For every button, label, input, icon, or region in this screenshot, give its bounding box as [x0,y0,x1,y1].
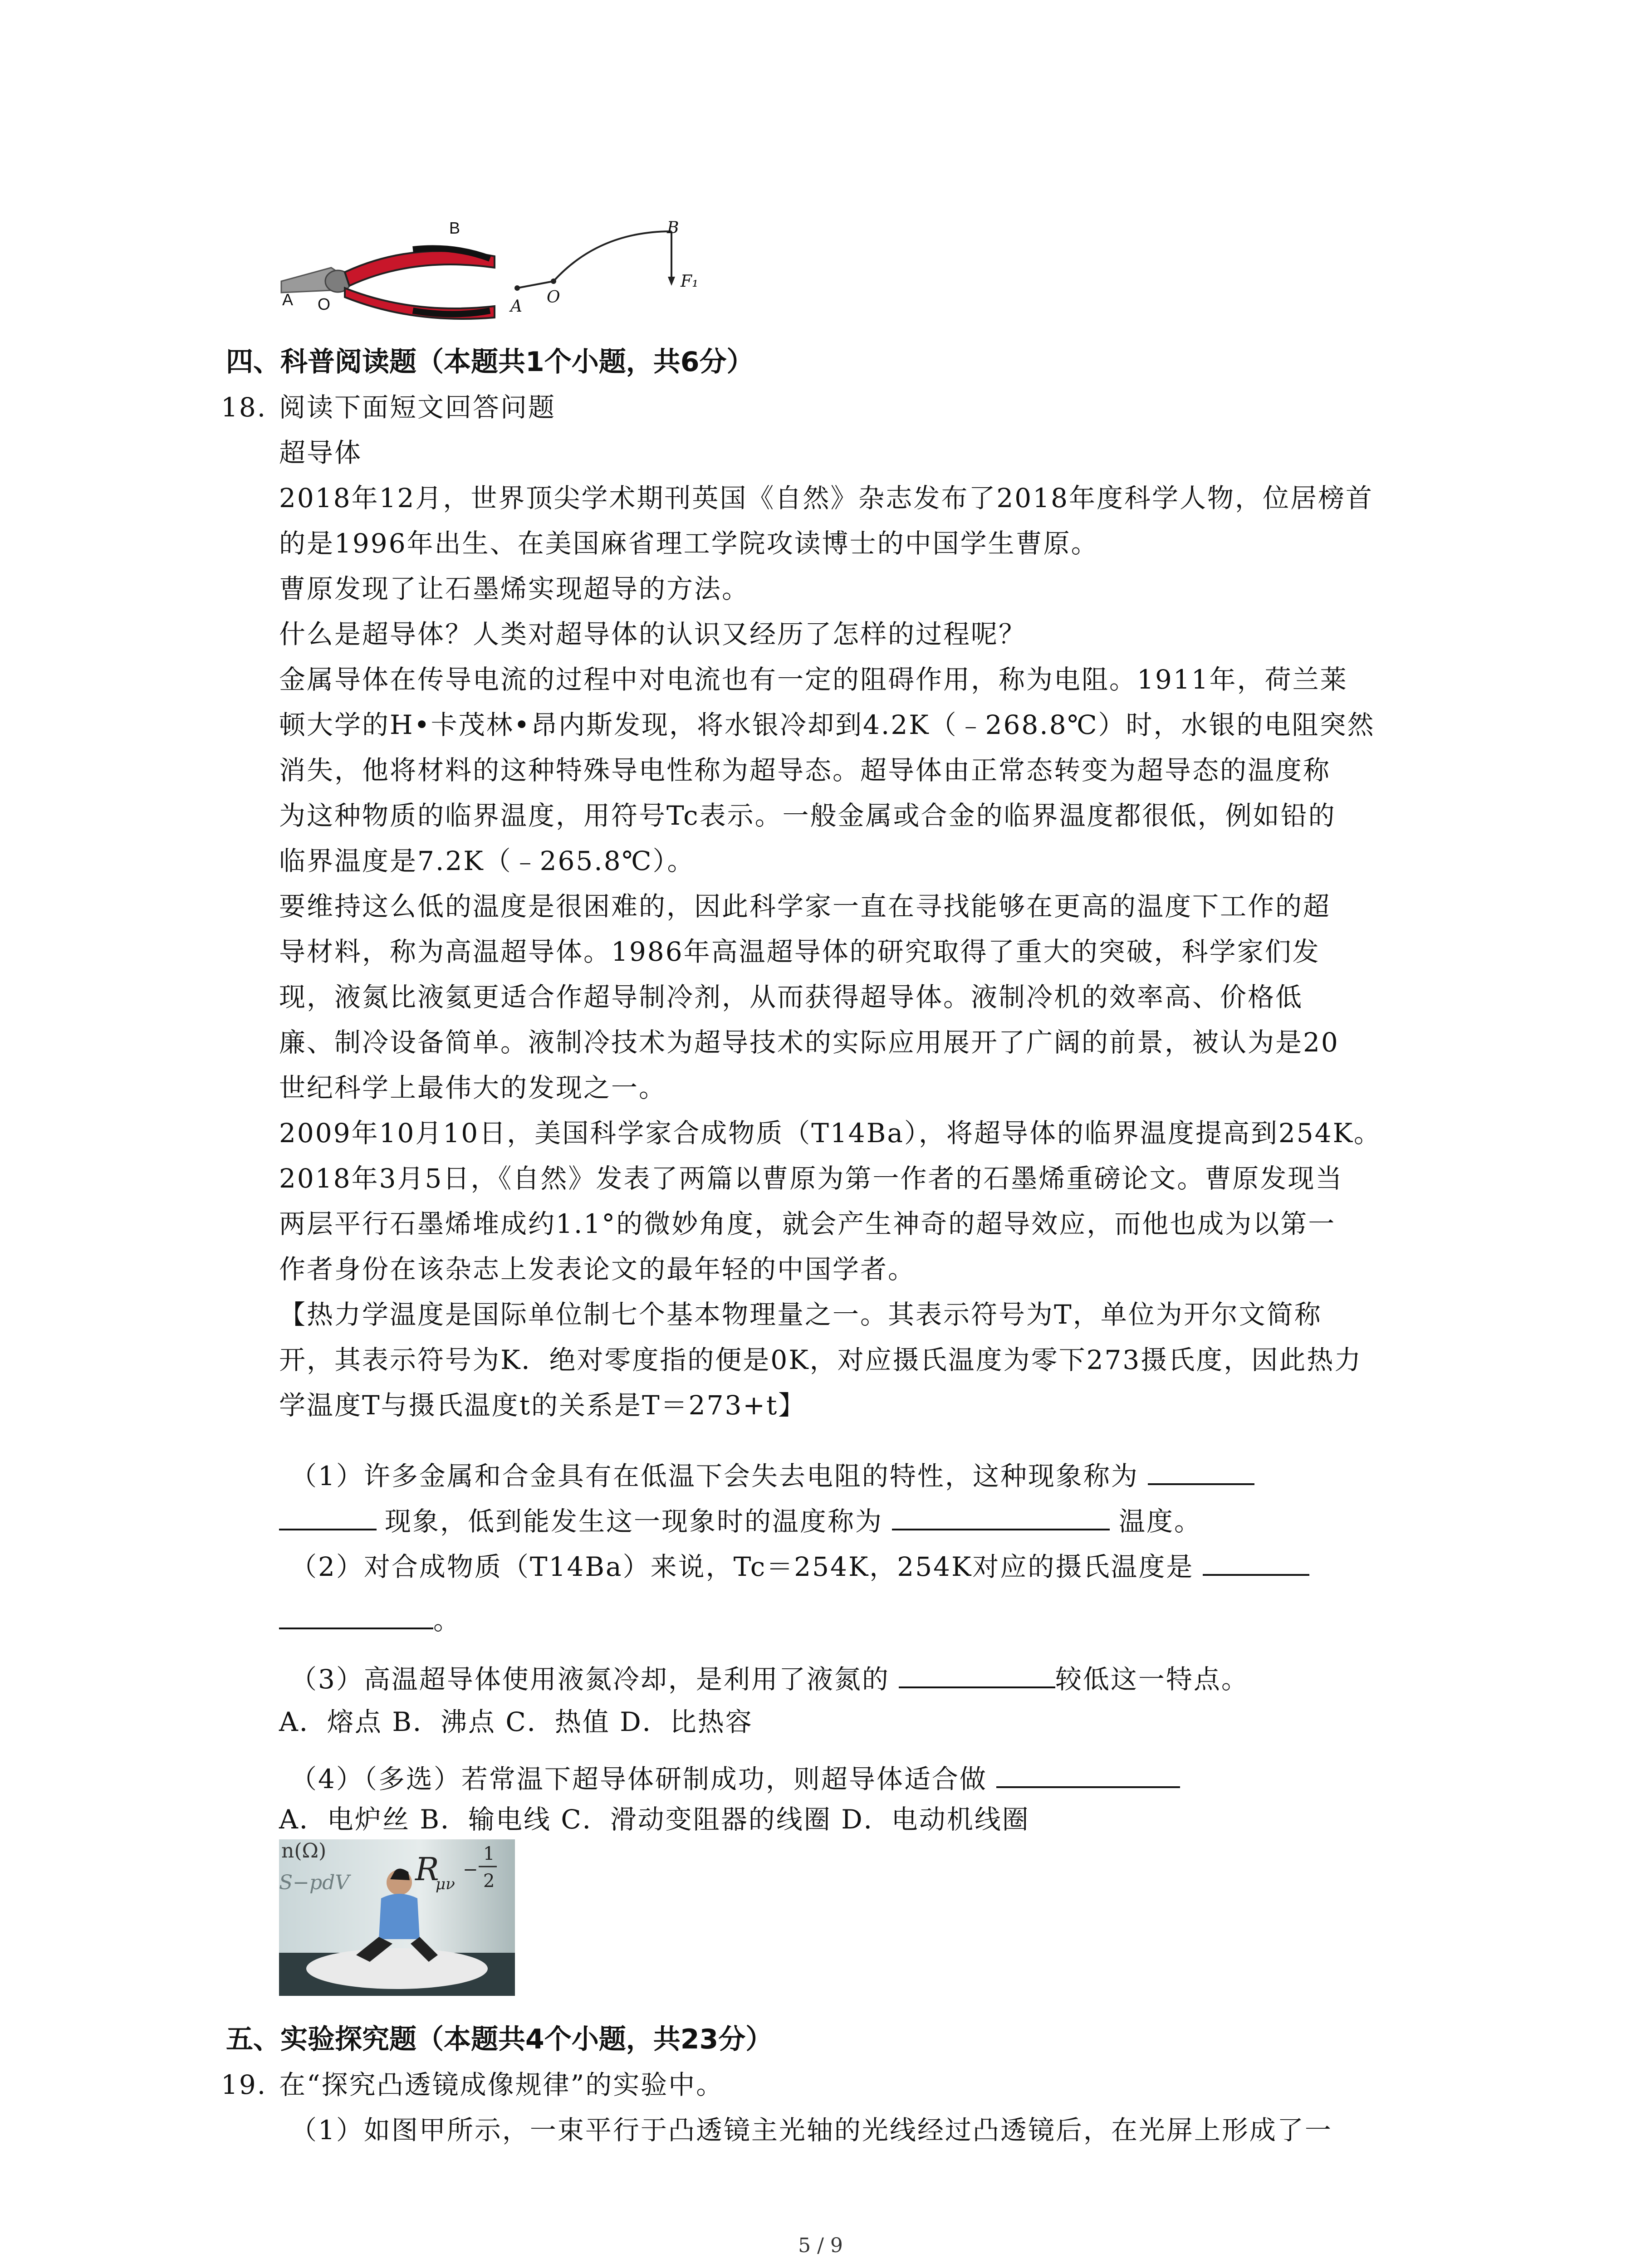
sub4-options: A．电炉丝 B．输电线 C．滑动变阻器的线圈 D．电动机线圈 [279,1804,1030,1835]
article-line: 世纪科学上最伟大的发现之一。 [279,1072,667,1103]
diagram-label-o: O [547,288,560,307]
answer-blank[interactable] [1148,1457,1254,1485]
article-line: 作者身份在该杂志上发表论文的最年轻的中国学者。 [279,1254,916,1285]
q19-number: 19. [221,2069,267,2100]
article-line: 开，其表示符号为K．绝对零度指的便是0K，对应摄氏温度为零下273摄氏度，因此热力 [279,1344,1362,1375]
sub1-part-b: 现象，低到能发生这一现象时的温度称为 [385,1506,883,1537]
q19-sub1: （1）如图甲所示，一束平行于凸透镜主光轴的光线经过凸透镜后，在光屏上形成了一 [290,2115,1332,2146]
diagram-label-a: A [510,297,522,316]
photo-formula-sub: μν [436,1875,455,1893]
article-line: 为这种物质的临界温度，用符号Tc表示。一般金属或合金的临界温度都很低，例如铅的 [279,800,1336,831]
article-line: 2018年12月，世界顶尖学术期刊英国《自然》杂志发布了2018年度科学人物，位居榜首 [279,483,1374,513]
photo-label-o: O [318,295,331,313]
answer-blank[interactable] [279,1502,377,1530]
article-line: 临界温度是7.2K（﹣265.8℃）。 [279,846,695,876]
sub1-text [290,1457,1254,1492]
diagram-label-b: B [667,219,679,237]
sub3-text [290,1660,1249,1696]
answer-blank[interactable] [892,1502,1110,1530]
sub3-part-a: （3）高温超导体使用液氮冷却，是利用了液氮的 [290,1664,890,1695]
sub2-part-a: （2）对合成物质（T14Ba）来说，Tc＝254K，254K对应的摄氏温度是 [290,1551,1194,1582]
q19-prompt: 在“探究凸透镜成像规律”的实验中。 [279,2069,724,2100]
sub1-text-cont [279,1502,1202,1538]
sub4-part-a: （4）（多选）若常温下超导体研制成功，则超导体适合做 [290,1764,987,1794]
photo-label-b: B [449,219,460,237]
article-line: 【热力学温度是国际单位制七个基本物理量之一。其表示符号为T，单位为开尔文简称 [279,1299,1322,1330]
page-number: 5 / 9 [798,2234,843,2257]
photo-formula-r: R [415,1851,439,1888]
article-line: 曹原发现了让石墨烯实现超导的方法。 [279,573,750,604]
photo-formula-2: S−pdV [279,1871,350,1894]
article-line: 现，液氮比液氦更适合作超导制冷剂，从而获得超导体。液制冷机的效率高、价格低 [279,982,1303,1012]
article-line: 2018年3月5日，《自然》发表了两篇以曹原为第一作者的石墨烯重磅论文。曹原发现当 [279,1163,1343,1194]
article-line: 学温度T与摄氏温度t的关系是T＝273+t】 [279,1390,806,1421]
lever-diagram [499,213,735,327]
article-line: 消失，他将材料的这种特殊导电性称为超导态。超导体由正常态转变为超导态的温度称 [279,755,1331,786]
sub4-text [290,1760,1180,1795]
photo-formula-den: 2 [483,1871,495,1892]
sub3-options: A．熔点 B．沸点 C．热值 D．比热容 [279,1706,753,1737]
article-line: 的是1996年出生、在美国麻省理工学院攻读博士的中国学生曹原。 [279,528,1099,559]
scientist-photo [279,1839,515,1996]
q18-number: 18. [221,392,267,423]
answer-blank[interactable] [1203,1548,1309,1576]
diagram-label-f: F₁ [681,272,699,291]
photo-formula-minus: − [463,1859,478,1880]
article-title: 超导体 [279,437,362,468]
photo-label-a: A [282,290,294,309]
sub2-part-b: 。 [433,1605,461,1636]
section-4-heading: 四、科普阅读题（本题共1个小题，共6分） [226,346,754,378]
answer-blank[interactable] [899,1660,1055,1688]
article-line: 什么是超导体？人类对超导体的认识又经历了怎样的过程呢？ [279,619,1027,650]
article-line: 廉、制冷设备简单。液制冷技术为超导技术的实际应用展开了广阔的前景，被认为是20 [279,1027,1339,1058]
sub1-part-a: （1）许多金属和合金具有在低温下会失去电阻的特性，这种现象称为 [290,1461,1139,1491]
answer-blank[interactable] [996,1760,1180,1788]
pliers-photo [277,213,513,327]
sub2-text-cont [279,1601,461,1637]
article-line: 导材料，称为高温超导体。1986年高温超导体的研究取得了重大的突破，科学家们发 [279,936,1320,967]
q18-prompt: 阅读下面短文回答问题 [279,392,556,423]
answer-blank[interactable] [279,1601,433,1629]
photo-formula-1: n(Ω) [281,1839,327,1862]
article-line: 要维持这么低的温度是很困难的，因此科学家一直在寻找能够在更高的温度下工作的超 [279,891,1331,922]
sub1-part-c: 温度。 [1119,1506,1202,1537]
section-5-heading: 五、实验探究题（本题共4个小题，共23分） [226,2024,773,2055]
sub2-text [290,1548,1309,1583]
article-line: 金属导体在传导电流的过程中对电流也有一定的阻碍作用，称为电阻。1911年，荷兰莱 [279,664,1348,695]
article-line: 顿大学的H•卡茂林•昂内斯发现，将水银冷却到4.2K（﹣268.8℃）时，水银的电阻突然 [279,709,1375,740]
article-line: 2009年10月10日，美国科学家合成物质（T14Ba），将超导体的临界温度提高到254K。 [279,1118,1381,1149]
article-line: 两层平行石墨烯堆成约1.1°的微妙角度，就会产生神奇的超导效应，而他也成为以第一 [279,1208,1336,1239]
photo-formula-num: 1 [483,1843,495,1864]
sub3-part-b: 较低这一特点。 [1055,1664,1249,1695]
